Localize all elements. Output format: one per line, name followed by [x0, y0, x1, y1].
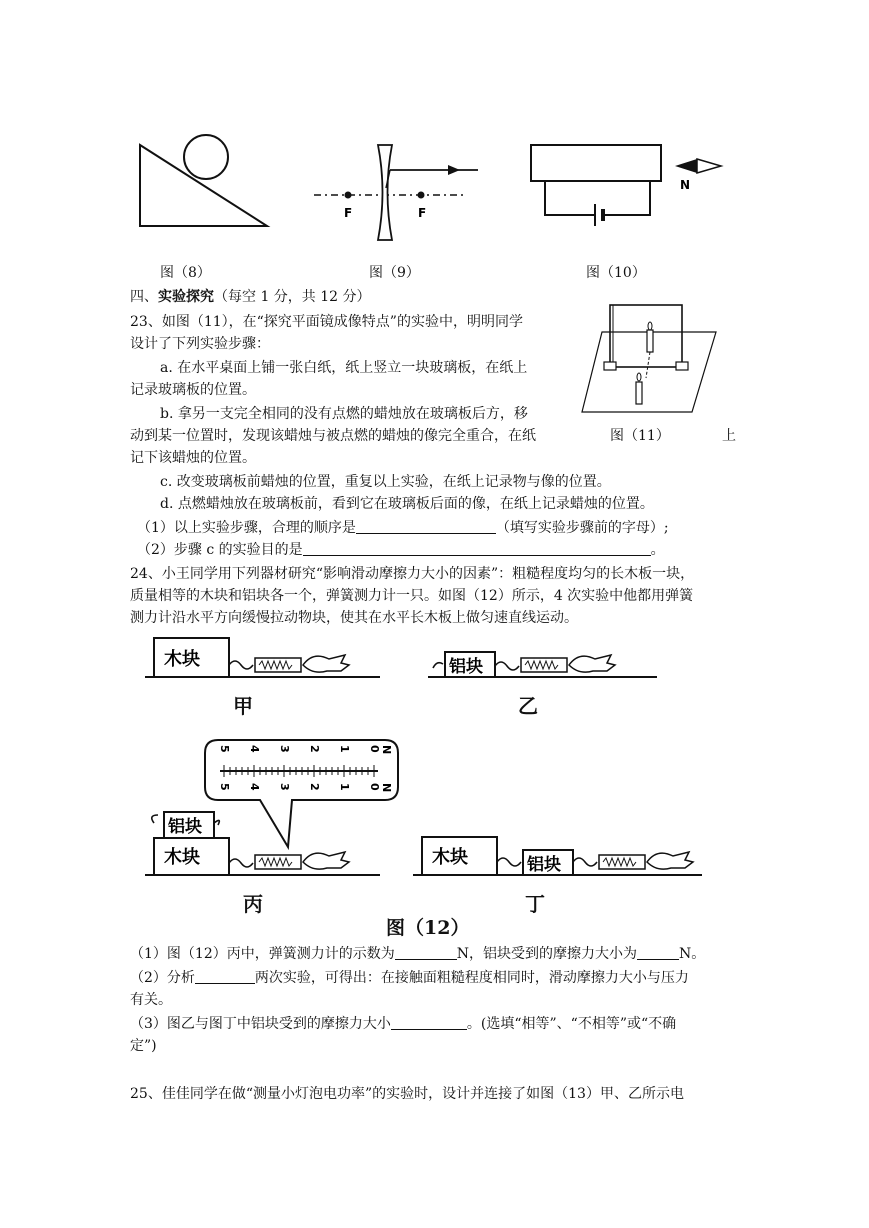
q23-sub2	[137, 540, 665, 560]
panel-jia-label: 甲	[233, 694, 253, 718]
scale-digit-0-bottom: 0	[368, 783, 381, 791]
aluminum-block-label: 铝块	[449, 657, 483, 677]
hook	[495, 662, 519, 670]
figure-10	[525, 140, 730, 230]
scale-digit-2-bottom: 2	[308, 783, 321, 791]
panel-bing	[140, 735, 405, 880]
q23-step-a-line2: 记录玻璃板的位置。	[130, 382, 256, 398]
hook-top-left	[152, 815, 158, 823]
panel-yi	[425, 642, 660, 682]
wood-block-label: 木块	[432, 847, 468, 868]
hand	[569, 655, 615, 672]
q24-intro-line3: 测力计沿水平方向缓慢拉动物块，使其在水平长木板上做匀速直线运动。	[130, 610, 578, 626]
q24-answer-blank-1[interactable]	[395, 945, 457, 960]
figure-11	[580, 300, 720, 420]
panel-jia	[140, 632, 385, 682]
figure-10-caption: 图（10）	[586, 265, 646, 281]
q24-sub3-line2: 定”)	[130, 1038, 157, 1054]
scale-digit-2-top: 2	[308, 745, 321, 753]
plate-stand-right	[676, 362, 688, 370]
q24-intro-line2: 质量相等的木块和铝块各一个，弹簧测力计一只。如图（12）所示，4 次实验中他都用弹簧	[130, 588, 694, 604]
hook-left	[433, 663, 443, 668]
q24-sub2-part-a: （2）分析	[130, 970, 195, 986]
scale-digit-4-top: 4	[248, 745, 261, 753]
q25-line1: 25、佳佳同学在做“测量小灯泡电功率”的实验时，设计并连接了如图（13）甲、乙所示电	[130, 1086, 684, 1102]
q24-sub1-part-c: N。	[678, 946, 706, 962]
circuit-wire-right	[603, 181, 650, 215]
scale-digit-3-bottom: 3	[278, 783, 291, 791]
figure-12-caption: 图（12）	[386, 917, 470, 939]
hook	[497, 858, 521, 866]
focus-left-dot	[345, 192, 352, 199]
q24-sub2-part-b: 两次实验，可得出：在接触面粗糙程度相同时，滑动摩擦力大小与压力	[254, 970, 689, 986]
concave-lens	[378, 145, 392, 240]
compass-needle-dark	[675, 159, 697, 173]
candle-front	[636, 382, 642, 404]
q23-sub1-prefix: （1）以上实验步骤，合理的顺序是	[137, 520, 356, 536]
q23-answer-blank-2[interactable]	[303, 541, 651, 556]
q23-step-b-line2: 动到某一位置时，发现该蜡烛与被点燃的蜡烛的像完全重合，在纸	[130, 428, 536, 444]
aluminum-block-label: 铝块	[527, 855, 561, 875]
aluminum-block-label: 铝块	[168, 817, 202, 837]
panel-ding	[410, 834, 710, 879]
q24-sub1	[130, 944, 705, 964]
q24-answer-blank-4[interactable]	[391, 1015, 467, 1030]
q23-sub2-suffix: 。	[650, 542, 665, 558]
scale-unit-top: N	[380, 745, 393, 755]
q24-sub3-part-b: 。(选填“相等”、“不相等”或“不确	[466, 1016, 677, 1032]
focus-right-label: F	[418, 206, 427, 220]
scale-digit-1-bottom: 1	[338, 783, 351, 791]
compass-needle-light	[697, 159, 721, 173]
circuit-wire	[545, 181, 595, 215]
figure-8-caption: 图（8）	[160, 265, 211, 281]
q24-intro-line1: 24、小王同学用下列器材研究“影响滑动摩擦力大小的因素”：粗糙程度均匀的长木板一块，	[130, 566, 695, 582]
focus-left-label: F	[344, 206, 353, 220]
q24-sub2-line2: 有关。	[130, 992, 172, 1008]
hand	[303, 852, 349, 869]
scale-digit-4-bottom: 4	[248, 783, 261, 791]
q24-sub2	[130, 968, 689, 988]
q23-step-b-line2-end: 上	[722, 428, 736, 444]
q23-step-d: d. 点燃蜡烛放在玻璃板前，看到它在玻璃板后面的像，在纸上记录蜡烛的位置。	[160, 496, 654, 512]
scale-digit-3-top: 3	[278, 745, 291, 753]
scale-callout	[205, 740, 398, 847]
q24-sub3	[130, 1014, 676, 1034]
hook-2	[573, 858, 597, 866]
section-number: 四、	[130, 289, 158, 305]
q23-step-b-line3: 记下该蜡烛的位置。	[130, 450, 256, 466]
focus-right-dot	[418, 192, 425, 199]
ball-on-incline	[184, 135, 228, 179]
q23-sub1-suffix: （填写实验步骤前的字母）;	[495, 520, 669, 536]
candle-flame-front	[637, 373, 641, 381]
figure-9-caption: 图（9）	[369, 265, 420, 281]
q23-step-a-line1: a. 在水平桌面上铺一张白纸，纸上竖立一块玻璃板，在纸上	[160, 360, 528, 376]
plate-stand-left	[604, 362, 616, 370]
section-title: 实验探究	[158, 289, 214, 305]
q24-answer-blank-2[interactable]	[637, 945, 679, 960]
q23-answer-blank-1[interactable]	[356, 519, 496, 534]
hand	[647, 852, 693, 869]
scale-digit-5-bottom: 5	[218, 783, 231, 791]
candle-behind	[647, 330, 653, 352]
q23-sub1	[137, 518, 669, 538]
q23-step-b-line1: b. 拿另一支完全相同的没有点燃的蜡烛放在玻璃板后方，移	[160, 406, 528, 422]
scale-digit-1-top: 1	[338, 745, 351, 753]
section-heading	[130, 287, 371, 307]
q23-step-c: c. 改变玻璃板前蜡烛的位置，重复以上实验，在纸上记录物与像的位置。	[160, 474, 611, 490]
solenoid-box	[531, 145, 661, 181]
q24-sub3-part-a: （3）图乙与图丁中铝块受到的摩擦力大小	[130, 1016, 391, 1032]
q24-sub1-part-a: （1）图（12）丙中，弹簧测力计的示数为	[130, 946, 395, 962]
hand	[303, 655, 349, 672]
scale-digit-0-top: 0	[368, 745, 381, 753]
scale-digit-5-top: 5	[218, 745, 231, 753]
panel-ding-label: 丁	[525, 892, 545, 916]
wood-block-label: 木块	[164, 649, 200, 670]
figure-9	[310, 140, 485, 245]
panel-bing-label: 丙	[243, 892, 263, 916]
q23-intro-line2: 设计了下列实验步骤：	[130, 336, 270, 352]
q23-sub2-prefix: （2）步骤 c 的实验目的是	[137, 542, 303, 558]
figure-11-caption: 图（11）	[610, 428, 670, 444]
q23-intro-line1: 23、如图（11），在“探究平面镜成像特点”的实验中，明明同学	[130, 314, 523, 330]
candle-flame-behind	[648, 322, 652, 330]
figure-8	[130, 130, 280, 235]
ray-arrowhead	[448, 165, 460, 175]
section-score-note: （每空 1 分，共 12 分）	[214, 289, 371, 305]
panel-yi-label: 乙	[518, 694, 538, 718]
wood-block-label: 木块	[164, 847, 200, 868]
q24-answer-blank-3[interactable]	[195, 969, 255, 984]
scale-unit-bottom: N	[380, 783, 393, 793]
compass-n-label: N	[680, 178, 691, 192]
hook	[229, 859, 253, 867]
q24-sub1-part-b: N，铝块受到的摩擦力大小为	[456, 946, 637, 962]
hook	[229, 661, 253, 669]
